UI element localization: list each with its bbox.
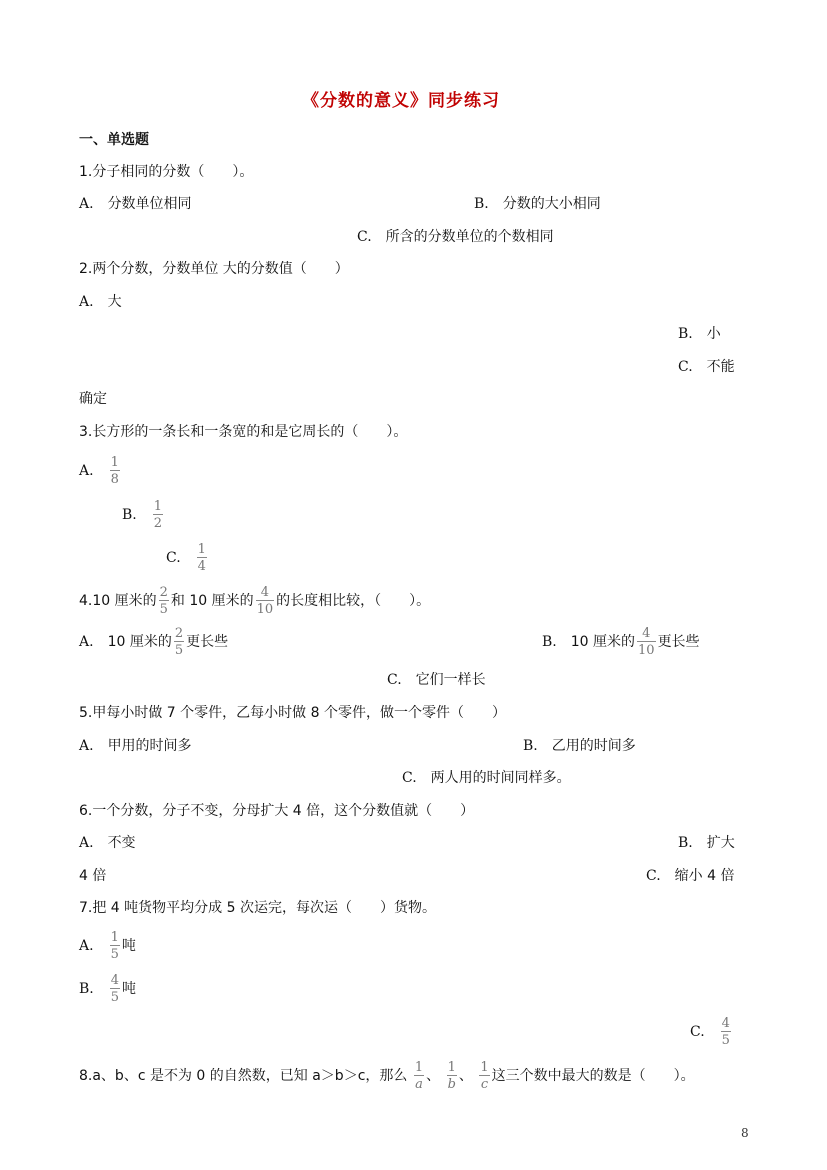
q5-option-a[interactable] — [79, 737, 192, 755]
option-text: 它们一样长 — [415, 672, 486, 688]
section-heading: 一、单选题 — [79, 132, 149, 148]
stem-text: 这三个数中最大的数是（ ）。 — [491, 1068, 695, 1084]
fraction: $\frac{4}{5}$ — [721, 1016, 730, 1048]
option-text: 吨 — [121, 938, 136, 954]
q3-option-c[interactable] — [166, 543, 209, 573]
q2-option-c-wrap: 确定 — [79, 391, 107, 407]
option-key: C. — [646, 868, 661, 884]
option-text: 不变 — [107, 835, 136, 851]
q1-option-b[interactable] — [474, 195, 601, 213]
question-6-stem: 6.一个分数，分子不变，分母扩大 4 倍，这个分数值就（ ） — [79, 803, 475, 819]
fraction: $\frac{1}{2}$ — [153, 499, 163, 531]
q7-option-c[interactable] — [690, 1017, 733, 1047]
option-key: A. — [79, 634, 94, 650]
question-3-stem: 3.长方形的一条长和一条宽的和是它周长的（ ）。 — [79, 424, 408, 440]
separator: 、 — [426, 1068, 441, 1084]
option-key: C. — [678, 359, 693, 375]
question-2-stem: 2.两个分数，分数单位 大的分数值（ ） — [79, 261, 349, 277]
option-key: B. — [678, 835, 693, 851]
q1-option-a[interactable] — [79, 195, 192, 213]
option-key: C. — [357, 229, 372, 245]
option-text: 10 厘米的 — [107, 634, 172, 650]
q6-option-c[interactable] — [646, 867, 734, 885]
option-text: 两人用的时间同样多。 — [430, 770, 571, 786]
page-number: 8 — [741, 1126, 749, 1140]
q2-option-b[interactable] — [678, 325, 721, 343]
option-text: 所含的分数单位的个数相同 — [385, 229, 554, 245]
option-text: 不能 — [706, 359, 735, 375]
option-text: 大 — [107, 294, 122, 310]
option-key: A. — [79, 835, 94, 851]
option-text: 吨 — [122, 981, 137, 997]
q6-option-b-wrap: 4 倍 — [79, 868, 107, 884]
option-text: 更长些 — [657, 634, 700, 650]
q6-option-a[interactable] — [79, 834, 136, 852]
q2-option-c[interactable] — [678, 358, 735, 376]
page-title: 《分数的意义》同步练习 — [302, 91, 500, 111]
fraction: $\frac{1}{5}$ — [110, 930, 119, 962]
q3-option-b[interactable] — [122, 500, 165, 530]
q5-option-c[interactable] — [402, 769, 571, 787]
option-key: C. — [690, 1024, 705, 1040]
stem-text: 和 10 厘米的 — [170, 593, 254, 609]
fraction: $\frac{2}{5}$ — [159, 585, 168, 617]
separator: 、 — [458, 1068, 473, 1084]
q5-option-b[interactable] — [523, 737, 636, 755]
question-8-stem — [79, 1061, 695, 1091]
option-key: C. — [402, 770, 417, 786]
option-key: C. — [166, 550, 181, 566]
question-4-stem — [79, 586, 430, 616]
option-key: B. — [79, 981, 94, 997]
q4-option-a[interactable] — [79, 627, 228, 657]
question-7-stem: 7.把 4 吨货物平均分成 5 次运完，每次运（ ）货物。 — [79, 900, 436, 916]
q1-option-c[interactable] — [357, 228, 554, 246]
fraction: $\frac{1}{4}$ — [197, 542, 206, 574]
option-key: A. — [79, 463, 94, 479]
option-key: B. — [474, 196, 489, 212]
q4-option-b[interactable] — [542, 627, 700, 657]
q4-option-c[interactable] — [387, 671, 486, 689]
option-text: 扩大 — [706, 835, 735, 851]
option-text: 分数单位相同 — [107, 196, 192, 212]
option-text: 10 厘米的 — [570, 634, 636, 650]
question-5-stem: 5.甲每小时做 7 个零件，乙每小时做 8 个零件，做一个零件（ ） — [79, 705, 506, 721]
option-key: B. — [523, 738, 538, 754]
option-key: C. — [387, 672, 402, 688]
option-key: B. — [122, 507, 137, 523]
option-text: 分数的大小相同 — [502, 196, 601, 212]
option-key: B. — [542, 634, 557, 650]
option-text: 缩小 4 倍 — [674, 868, 735, 884]
fraction: $\frac{4}{10}$ — [256, 585, 274, 617]
option-key: A. — [79, 294, 94, 310]
stem-text: 的长度相比较，（ ）。 — [276, 593, 431, 609]
stem-text: 4.10 厘米的 — [79, 593, 157, 609]
fraction: $\frac{2}{5}$ — [174, 626, 184, 658]
q6-option-b[interactable] — [678, 834, 735, 852]
option-text: 更长些 — [186, 634, 229, 650]
fraction: $\frac{1}{8}$ — [110, 455, 119, 487]
fraction: $\frac{1}{a}$ — [414, 1060, 424, 1092]
fraction: $\frac{4}{10}$ — [638, 626, 655, 658]
q7-option-b[interactable] — [79, 974, 136, 1004]
fraction: $\frac{1}{b}$ — [447, 1060, 456, 1092]
option-key: B. — [678, 326, 693, 342]
stem-text: 8.a、b、c 是不为 0 的自然数，已知 a＞b＞c，那么 — [79, 1068, 408, 1084]
option-key: A. — [79, 738, 94, 754]
option-text: 甲用的时间多 — [107, 738, 192, 754]
fraction: $\frac{1}{c}$ — [480, 1060, 489, 1092]
q2-option-a[interactable] — [79, 293, 122, 311]
option-text: 乙用的时间多 — [551, 738, 636, 754]
option-text: 小 — [706, 326, 721, 342]
fraction: $\frac{4}{5}$ — [110, 973, 120, 1005]
option-key: A. — [79, 938, 94, 954]
q3-option-a[interactable] — [79, 456, 122, 486]
q7-option-a[interactable] — [79, 931, 136, 961]
option-key: A. — [79, 196, 94, 212]
question-1-stem: 1.分子相同的分数（ ）。 — [79, 164, 254, 180]
